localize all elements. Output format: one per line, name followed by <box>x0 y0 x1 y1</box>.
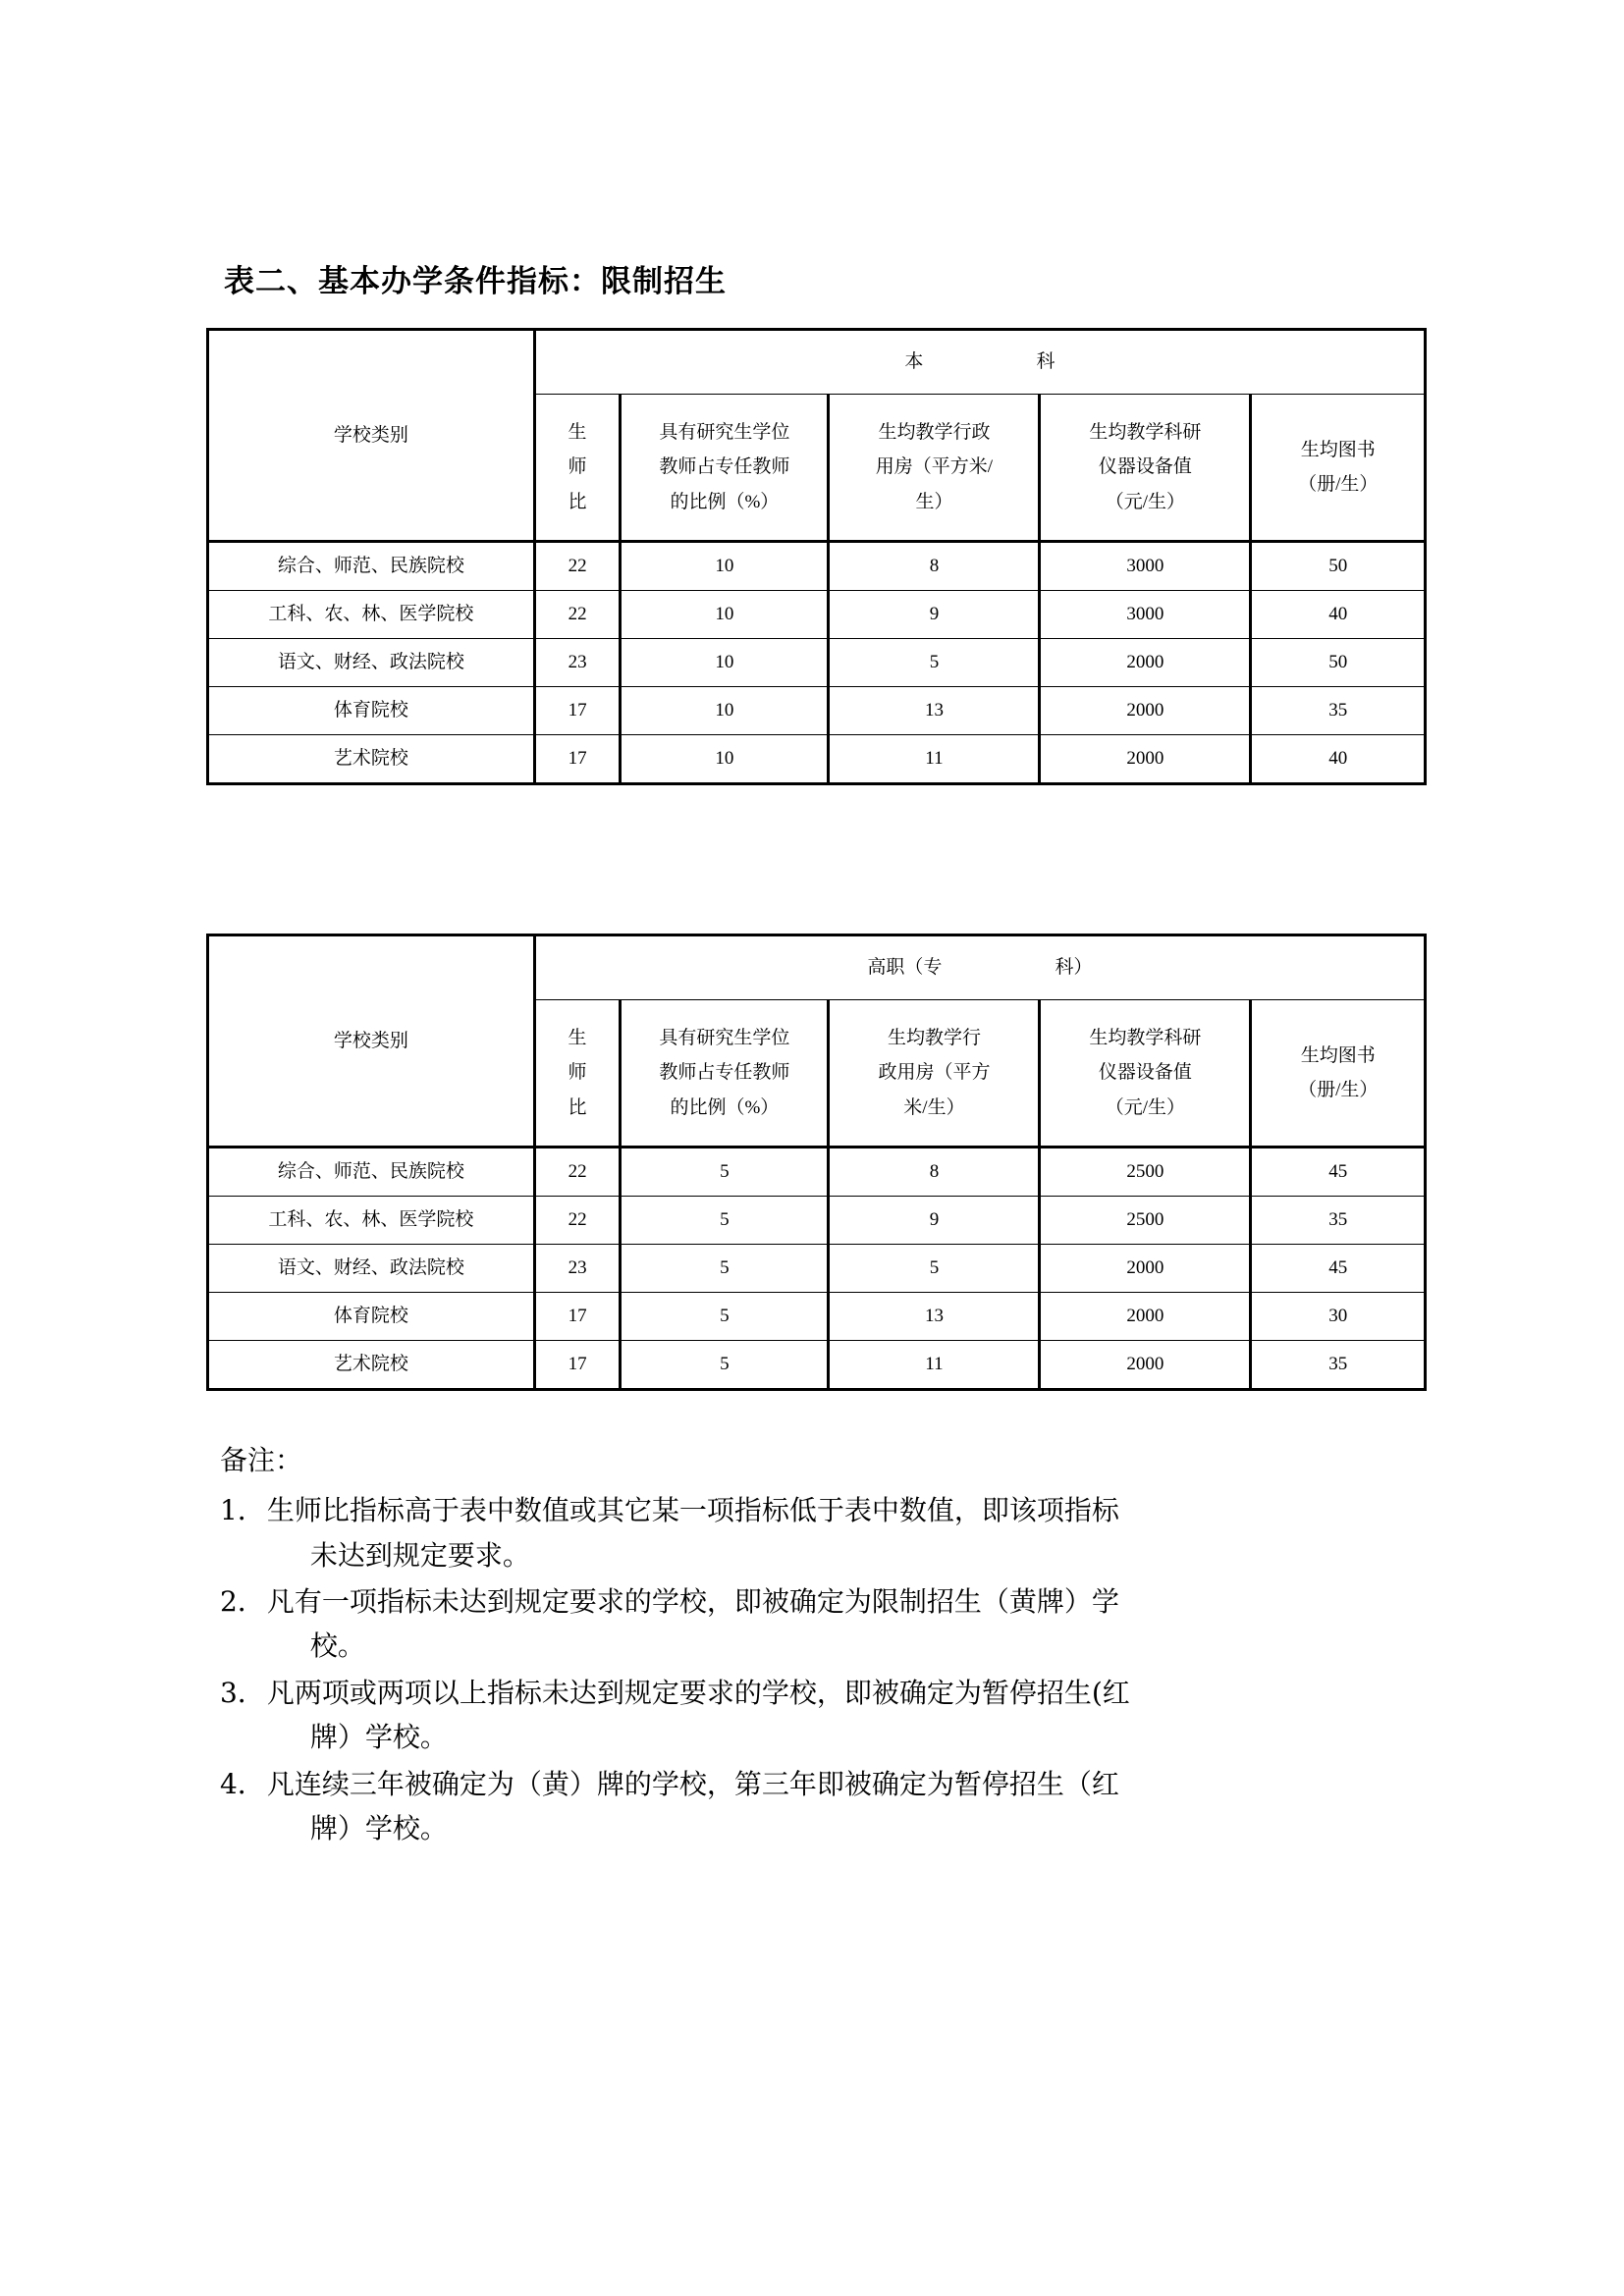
row-category-label: 语文、财经、政法院校 <box>208 639 535 687</box>
col-header-books-per-student <box>1251 395 1426 542</box>
col-header-graduate-degree-percentage <box>621 1000 829 1148</box>
cell-teaching-admin-area: 13 <box>829 687 1040 735</box>
note-item <box>220 1671 1428 1760</box>
cell-graduate-degree-percentage: 5 <box>621 1245 829 1293</box>
table-row <box>208 1293 1426 1341</box>
cell-books-per-student: 35 <box>1251 1197 1426 1245</box>
cell-books-per-student: 40 <box>1251 735 1426 784</box>
col-header-line: 仪器设备值 <box>1098 1062 1192 1084</box>
col-header-teaching-admin-area <box>829 1000 1040 1148</box>
table-bachelor-indicators <box>206 328 1427 785</box>
table-vocational-group-header-row <box>208 935 1426 1000</box>
cell-equipment-value: 2000 <box>1040 1293 1251 1341</box>
col-header-student-teacher-ratio <box>534 1000 620 1148</box>
cell-student-teacher-ratio: 17 <box>534 1293 620 1341</box>
table-vocational-category-header: 学校类别 <box>208 935 535 1148</box>
col-header-line: 师 <box>568 456 587 478</box>
col-header-line: 师 <box>568 1062 587 1084</box>
row-category-label: 综合、师范、民族院校 <box>208 542 535 591</box>
col-header-line: 仪器设备值 <box>1098 456 1192 478</box>
group-header-right-word: 科） <box>1055 957 1093 979</box>
cell-teaching-admin-area: 9 <box>829 591 1040 639</box>
cell-graduate-degree-percentage: 10 <box>621 591 829 639</box>
cell-books-per-student: 35 <box>1251 1341 1426 1390</box>
note-line: 校。 <box>309 1629 365 1663</box>
col-header-line: 比 <box>568 491 587 512</box>
cell-graduate-degree-percentage: 10 <box>621 735 829 784</box>
col-header-line: 教师占专任教师 <box>659 1062 790 1084</box>
table-row <box>208 1197 1426 1245</box>
cell-graduate-degree-percentage: 5 <box>621 1341 829 1390</box>
col-header-books-per-student <box>1251 1000 1426 1148</box>
table-row <box>208 687 1426 735</box>
row-category-label: 工科、农、林、医学院校 <box>208 591 535 639</box>
col-header-line: （元/生） <box>1105 1096 1186 1118</box>
row-category-label: 综合、师范、民族院校 <box>208 1148 535 1197</box>
cell-teaching-admin-area: 11 <box>829 735 1040 784</box>
col-header-line: 生均教学行政 <box>878 422 991 444</box>
note-body <box>267 1579 1428 1669</box>
col-header-graduate-degree-percentage <box>621 395 829 542</box>
col-header-student-teacher-ratio <box>534 395 620 542</box>
cell-teaching-admin-area: 9 <box>829 1197 1040 1245</box>
note-line: 牌）学校。 <box>309 1811 448 1844</box>
cell-student-teacher-ratio: 22 <box>534 542 620 591</box>
col-header-line: 政用房（平方 <box>878 1062 991 1084</box>
cell-student-teacher-ratio: 22 <box>534 1197 620 1245</box>
col-header-line: （元/生） <box>1105 491 1186 512</box>
cell-equipment-value: 3000 <box>1040 591 1251 639</box>
col-header-line: 生均教学行 <box>887 1028 981 1049</box>
table-row <box>208 1245 1426 1293</box>
cell-books-per-student: 35 <box>1251 687 1426 735</box>
col-header-teaching-admin-area <box>829 395 1040 542</box>
cell-teaching-admin-area: 8 <box>829 542 1040 591</box>
cell-graduate-degree-percentage: 5 <box>621 1197 829 1245</box>
table-row <box>208 542 1426 591</box>
cell-books-per-student: 30 <box>1251 1293 1426 1341</box>
col-header-line: 的比例（%） <box>670 491 780 512</box>
note-number: 4． <box>220 1767 265 1800</box>
cell-equipment-value: 2000 <box>1040 687 1251 735</box>
notes-section <box>220 1438 1428 1852</box>
note-body <box>267 1488 1428 1577</box>
note-line: 凡有一项指标未达到规定要求的学校，即被确定为限制招生（黄牌）学 <box>266 1585 1119 1619</box>
row-category-label: 体育院校 <box>208 687 535 735</box>
cell-graduate-degree-percentage: 10 <box>621 639 829 687</box>
cell-teaching-admin-area: 5 <box>829 1245 1040 1293</box>
cell-student-teacher-ratio: 17 <box>534 1341 620 1390</box>
note-number: 2． <box>220 1585 265 1619</box>
table-vocational-indicators <box>206 934 1427 1391</box>
note-line: 生师比指标高于表中数值或其它某一项指标低于表中数值，即该项指标 <box>266 1494 1119 1527</box>
cell-graduate-degree-percentage: 10 <box>621 687 829 735</box>
col-header-line: 的比例（%） <box>670 1096 780 1118</box>
col-header-line: 用房（平方米/ <box>875 456 994 478</box>
col-header-line: 生均教学科研 <box>1089 1028 1202 1049</box>
notes-heading: 备注： <box>220 1444 303 1476</box>
cell-equipment-value: 2500 <box>1040 1197 1251 1245</box>
cell-graduate-degree-percentage: 10 <box>621 542 829 591</box>
row-category-label: 艺术院校 <box>208 1341 535 1390</box>
cell-teaching-admin-area: 11 <box>829 1341 1040 1390</box>
col-header-line: （册/生） <box>1298 1080 1379 1100</box>
note-item <box>220 1579 1428 1669</box>
table-row <box>208 591 1426 639</box>
cell-equipment-value: 2500 <box>1040 1148 1251 1197</box>
row-category-label: 体育院校 <box>208 1293 535 1341</box>
col-header-line: 生） <box>915 491 953 512</box>
col-header-line: 比 <box>568 1096 587 1118</box>
group-header-left-word: 高职（专 <box>867 957 943 979</box>
row-category-label: 艺术院校 <box>208 735 535 784</box>
note-number: 3． <box>220 1676 265 1709</box>
cell-graduate-degree-percentage: 5 <box>621 1148 829 1197</box>
cell-student-teacher-ratio: 22 <box>534 591 620 639</box>
table-bachelor-category-header: 学校类别 <box>208 330 535 542</box>
cell-books-per-student: 50 <box>1251 542 1426 591</box>
col-header-line: 生均图书 <box>1300 439 1376 460</box>
cell-teaching-admin-area: 5 <box>829 639 1040 687</box>
cell-student-teacher-ratio: 22 <box>534 1148 620 1197</box>
col-header-line: 生 <box>568 1028 587 1049</box>
note-line: 未达到规定要求。 <box>309 1538 530 1572</box>
note-item <box>220 1762 1428 1851</box>
cell-books-per-student: 45 <box>1251 1148 1426 1197</box>
cell-equipment-value: 2000 <box>1040 1245 1251 1293</box>
cell-student-teacher-ratio: 17 <box>534 687 620 735</box>
col-header-line: 具有研究生学位 <box>659 422 790 444</box>
col-header-equipment-value <box>1040 1000 1251 1148</box>
table-vocational-group-header <box>534 935 1425 1000</box>
row-category-label: 语文、财经、政法院校 <box>208 1245 535 1293</box>
note-body <box>267 1762 1428 1851</box>
cell-teaching-admin-area: 13 <box>829 1293 1040 1341</box>
note-line: 牌）学校。 <box>309 1721 448 1754</box>
cell-graduate-degree-percentage: 5 <box>621 1293 829 1341</box>
col-header-line: 生 <box>568 422 587 444</box>
cell-equipment-value: 3000 <box>1040 542 1251 591</box>
col-header-line: 教师占专任教师 <box>659 456 790 478</box>
col-header-line: 具有研究生学位 <box>659 1028 790 1049</box>
cell-equipment-value: 2000 <box>1040 735 1251 784</box>
cell-equipment-value: 2000 <box>1040 639 1251 687</box>
note-body <box>267 1671 1428 1760</box>
cell-books-per-student: 40 <box>1251 591 1426 639</box>
note-line: 凡连续三年被确定为（黄）牌的学校，第三年即被确定为暂停招生（红 <box>266 1767 1119 1800</box>
table-row <box>208 1341 1426 1390</box>
row-category-label: 工科、农、林、医学院校 <box>208 1197 535 1245</box>
col-header-line: 生均图书 <box>1300 1044 1376 1066</box>
table-bachelor-group-header <box>534 330 1425 395</box>
table-row <box>208 735 1426 784</box>
col-header-line: （册/生） <box>1298 474 1379 495</box>
cell-books-per-student: 45 <box>1251 1245 1426 1293</box>
table-bachelor-group-header-row <box>208 330 1426 395</box>
note-number: 1． <box>220 1494 265 1527</box>
note-line: 凡两项或两项以上指标未达到规定要求的学校，即被确定为暂停招生(红 <box>266 1676 1130 1709</box>
cell-student-teacher-ratio: 23 <box>534 639 620 687</box>
cell-equipment-value: 2000 <box>1040 1341 1251 1390</box>
cell-student-teacher-ratio: 17 <box>534 735 620 784</box>
group-header-right-word: 科 <box>1036 351 1056 373</box>
group-header-left-word: 本 <box>904 351 924 373</box>
cell-student-teacher-ratio: 23 <box>534 1245 620 1293</box>
col-header-line: 米/生） <box>903 1096 965 1118</box>
col-header-line: 生均教学科研 <box>1089 422 1202 444</box>
note-item <box>220 1488 1428 1577</box>
cell-teaching-admin-area: 8 <box>829 1148 1040 1197</box>
table-row <box>208 639 1426 687</box>
col-header-equipment-value <box>1040 395 1251 542</box>
table-row <box>208 1148 1426 1197</box>
cell-books-per-student: 50 <box>1251 639 1426 687</box>
page-title: 表二、基本办学条件指标：限制招生 <box>224 264 727 299</box>
